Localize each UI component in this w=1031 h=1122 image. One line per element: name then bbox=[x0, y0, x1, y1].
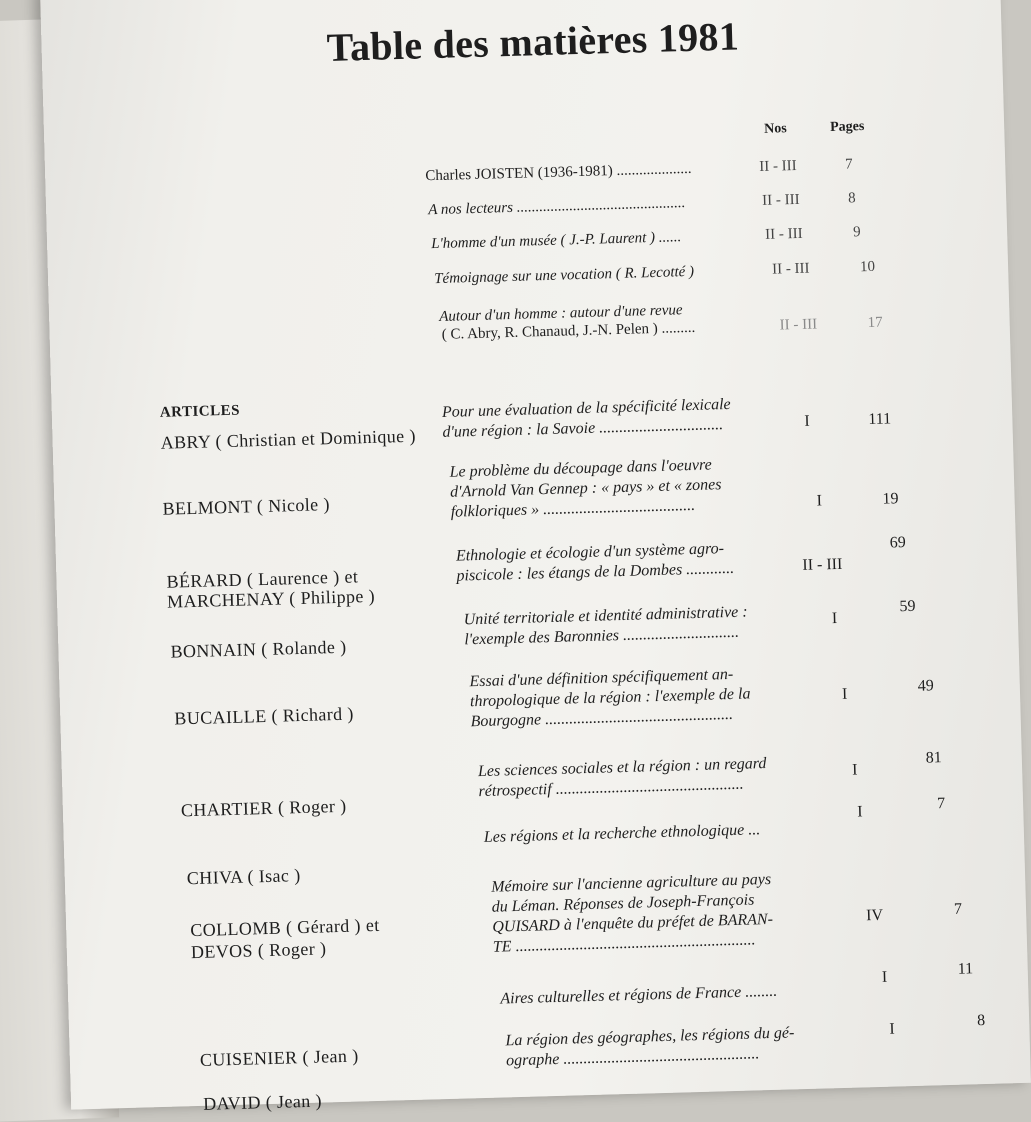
article-title-line: piscicole : les étangs de la Dombes ............ bbox=[456, 559, 735, 585]
front-matter-entry-4: Témoignage sur une vocation ( R. Lecotté ) bbox=[434, 263, 695, 288]
article-page: 111 bbox=[868, 410, 892, 429]
front-matter-page-1: 7 bbox=[844, 156, 853, 173]
article-title-line: Aires culturelles et régions de France ........ bbox=[500, 982, 778, 1008]
article-title-line: Bourgogne ............................................... bbox=[470, 705, 734, 731]
article-title-line: rétrospectif ............................................... bbox=[478, 775, 744, 801]
article-title-line: du Léman. Réponses de Joseph-François bbox=[491, 891, 755, 916]
front-matter-page-5: 17 bbox=[867, 314, 883, 332]
article-title-line: ographe ................................................. bbox=[505, 1045, 760, 1070]
article-title-line: Essai d'une définition spécifiquement an- bbox=[469, 665, 734, 691]
article-title-line: Les régions et la recherche ethnologique ... bbox=[483, 821, 761, 846]
article-page: 59 bbox=[899, 597, 916, 616]
article-nos: I bbox=[816, 492, 823, 510]
article-nos: I bbox=[841, 685, 848, 703]
article-title-line: La région des géographes, les régions du gé- bbox=[505, 1024, 795, 1050]
article-nos: I bbox=[881, 968, 888, 986]
article-title-line: TE ............................................................ bbox=[492, 931, 756, 956]
article-title-line: Unité territoriale et identité administrative : bbox=[463, 603, 748, 629]
article-author: DAVID ( Jean ) bbox=[202, 1090, 323, 1114]
front-matter-entry-3: L'homme d'un musée ( J.-P. Laurent ) ...... bbox=[431, 229, 682, 253]
article-page: 19 bbox=[882, 490, 899, 508]
front-matter-nos-2: II - III bbox=[761, 191, 800, 209]
section-label-articles: ARTICLES bbox=[159, 402, 241, 421]
article-nos: I bbox=[831, 609, 838, 628]
article-page: 69 bbox=[889, 534, 907, 552]
article-author: ABRY ( Christian et Dominique ) bbox=[160, 425, 417, 453]
book-page bbox=[40, 0, 1031, 1114]
article-page: 11 bbox=[957, 960, 974, 978]
article-title-line: d'une région : la Savoie ............................... bbox=[442, 416, 724, 441]
front-matter-page-4: 10 bbox=[859, 258, 876, 276]
article-nos: IV bbox=[865, 906, 884, 925]
article-nos: I bbox=[804, 412, 810, 430]
article-title-line: thropologique de la région : l'exemple de la bbox=[469, 685, 751, 711]
article-page: 7 bbox=[936, 795, 946, 813]
article-page: 8 bbox=[976, 1012, 986, 1030]
article-title-line: Le problème du découpage dans l'oeuvre bbox=[449, 456, 712, 481]
front-matter-nos-1: II - III bbox=[758, 157, 797, 175]
article-nos: I bbox=[889, 1020, 895, 1038]
article-title-line: Les sciences sociales et la région : un regard bbox=[477, 755, 767, 781]
page-title: Table des matières 1981 bbox=[326, 13, 740, 71]
article-author: BONNAIN ( Rolande ) bbox=[170, 636, 347, 662]
article-author: BELMONT ( Nicole ) bbox=[162, 494, 331, 519]
front-matter-entry-5-line1: Autour d'un homme : autour d'une revue bbox=[439, 302, 683, 325]
article-page: 49 bbox=[917, 677, 935, 695]
article-title-line: folkloriques » ...................................... bbox=[450, 496, 696, 521]
front-matter-page-3: 9 bbox=[852, 224, 861, 241]
article-page: 81 bbox=[925, 749, 943, 767]
front-matter-page-2: 8 bbox=[847, 190, 856, 207]
front-matter-nos-4: II - III bbox=[771, 260, 810, 278]
article-author: CUISENIER ( Jean ) bbox=[199, 1045, 359, 1070]
column-header-pages: Pages bbox=[829, 119, 865, 135]
front-matter-entry-2: A nos lecteurs ............................................. bbox=[428, 195, 686, 219]
article-title-line: Pour une évaluation de la spécificité lexicale bbox=[441, 395, 731, 421]
article-nos: I bbox=[857, 803, 863, 821]
article-title-line: l'exemple des Baronnies ............................. bbox=[464, 623, 740, 649]
column-header-nos: Nos bbox=[763, 121, 787, 137]
article-author: BUCAILLE ( Richard ) bbox=[174, 703, 355, 729]
article-nos: II - III bbox=[802, 555, 843, 574]
article-nos: I bbox=[851, 761, 858, 779]
article-author-second: DEVOS ( Roger ) bbox=[190, 938, 327, 963]
article-page: 7 bbox=[953, 900, 963, 918]
article-title-line: QUISARD à l'enquête du préfet de BARAN- bbox=[492, 910, 774, 936]
article-author: CHARTIER ( Roger ) bbox=[180, 795, 347, 821]
front-matter-nos-3: II - III bbox=[764, 225, 803, 243]
front-matter-entry-1: Charles JOISTEN (1936-1981) .................... bbox=[425, 160, 692, 185]
article-author: COLLOMB ( Gérard ) et bbox=[190, 914, 380, 941]
article-author-second: MARCHENAY ( Philippe ) bbox=[166, 585, 376, 612]
article-author: CHIVA ( Isac ) bbox=[186, 865, 301, 889]
article-author: BÉRARD ( Laurence ) et bbox=[166, 566, 359, 592]
article-title-line: d'Arnold Van Gennep : « pays » et « zones bbox=[449, 476, 722, 501]
front-matter-entry-5-line2: ( C. Abry, R. Chanaud, J.-N. Pelen ) ......... bbox=[441, 319, 696, 343]
article-title-line: Mémoire sur l'ancienne agriculture au pays bbox=[490, 870, 772, 896]
front-matter-nos-5: II - III bbox=[779, 316, 818, 334]
article-title-line: Ethnologie et écologie d'un système agro- bbox=[455, 540, 725, 565]
